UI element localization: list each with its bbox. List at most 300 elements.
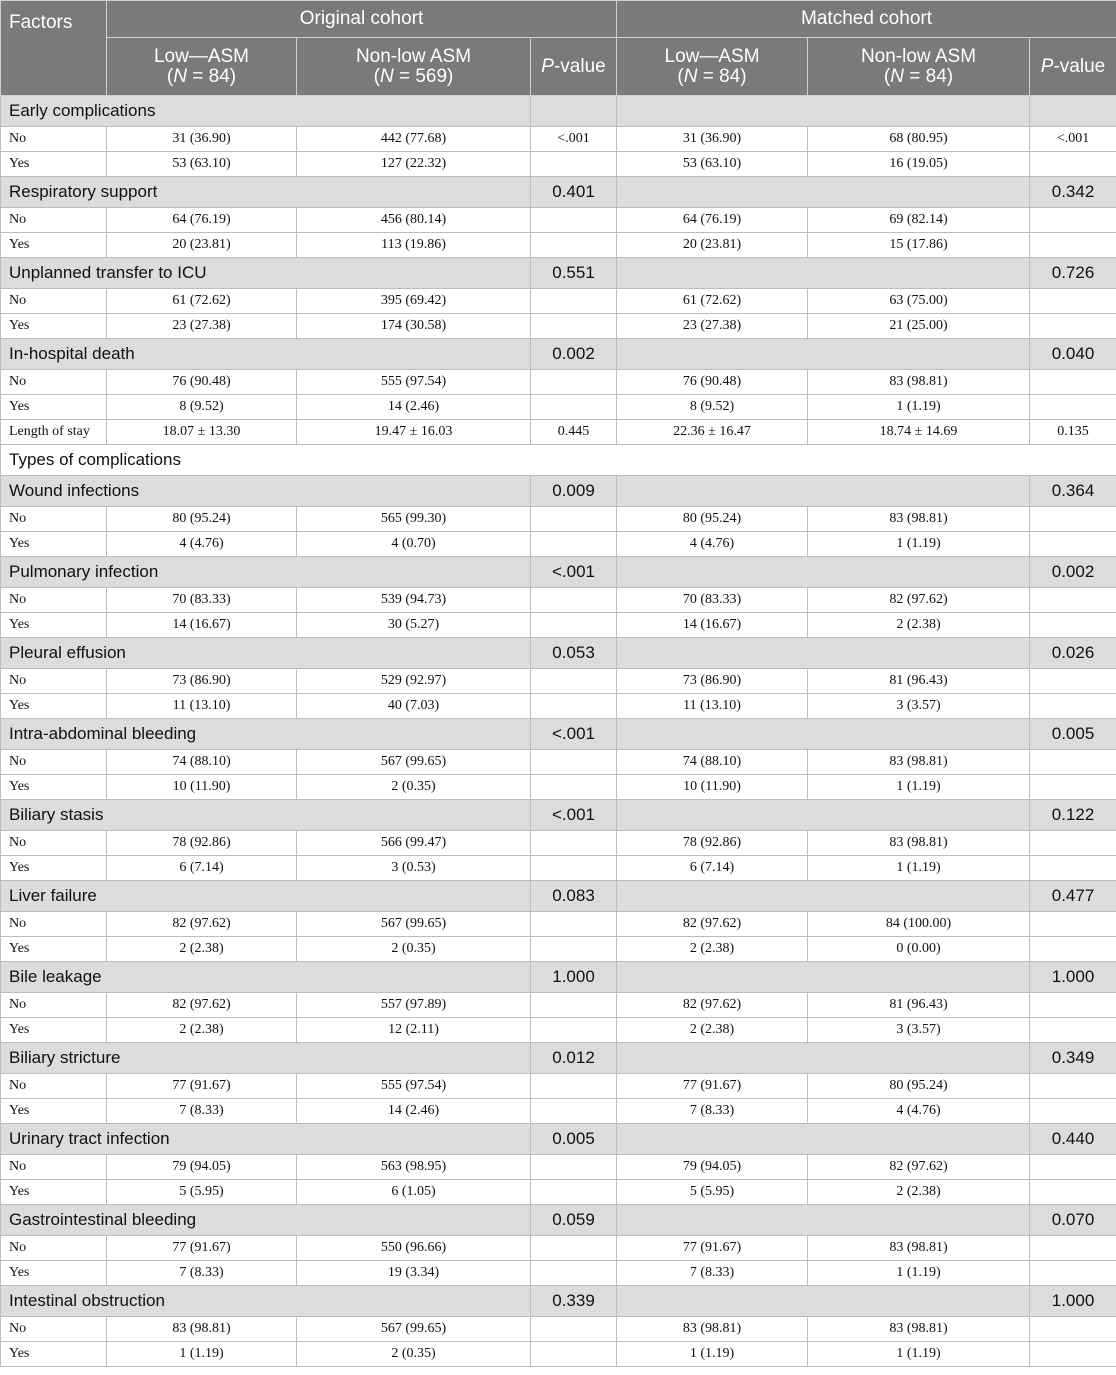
table-cell	[1030, 314, 1116, 339]
table-cell	[1030, 1155, 1116, 1180]
p-value-matched: 0.005	[1030, 719, 1116, 750]
table-cell	[1030, 775, 1116, 800]
table-row	[1, 613, 1116, 638]
table-row	[1, 1317, 1116, 1342]
p-value-original: 1.000	[531, 962, 617, 993]
section-row	[1, 719, 1116, 750]
table-cell	[531, 1018, 617, 1043]
row-label: No	[1, 1317, 107, 1342]
p-value-matched: 0.349	[1030, 1043, 1116, 1074]
row-label: No	[1, 370, 107, 395]
p-value-original: 0.339	[531, 1286, 617, 1317]
section-row	[1, 1286, 1116, 1317]
table-cell: 2 (2.38)	[107, 1018, 297, 1043]
section-row	[1, 258, 1116, 289]
section-row	[1, 177, 1116, 208]
table-cell: 2 (2.38)	[107, 937, 297, 962]
table-cell: 567 (99.65)	[297, 1317, 531, 1342]
p-value-original: 0.009	[531, 476, 617, 507]
table-cell: 31 (36.90)	[617, 127, 808, 152]
table-cell	[1030, 507, 1116, 532]
column-header	[808, 38, 1030, 96]
table-cell: 8 (9.52)	[617, 395, 808, 420]
table-row	[1, 750, 1116, 775]
table-cell: 76 (90.48)	[107, 370, 297, 395]
column-name: Non-low ASM	[355, 45, 472, 67]
table-cell	[531, 395, 617, 420]
section-spacer	[617, 177, 1030, 208]
table-cell: 4 (4.76)	[617, 532, 808, 557]
section-spacer	[617, 719, 1030, 750]
table-row	[1, 152, 1116, 177]
table-cell: 565 (99.30)	[297, 507, 531, 532]
section-row	[1, 962, 1116, 993]
table-cell: 83 (98.81)	[808, 1317, 1030, 1342]
table-cell: 2 (2.38)	[808, 613, 1030, 638]
section-spacer	[617, 557, 1030, 588]
table-header	[1, 1, 1116, 96]
section-label: Liver failure	[1, 881, 531, 912]
section-spacer	[617, 881, 1030, 912]
table-row	[1, 588, 1116, 613]
row-label: Yes	[1, 1261, 107, 1286]
table-cell: 1 (1.19)	[808, 1342, 1030, 1367]
table-cell: 83 (98.81)	[808, 750, 1030, 775]
table-cell: 53 (63.10)	[617, 152, 808, 177]
section-label: Biliary stasis	[1, 800, 531, 831]
section-spacer	[617, 1043, 1030, 1074]
table-cell: 4 (4.76)	[107, 532, 297, 557]
p-value-matched: 0.122	[1030, 800, 1116, 831]
column-n: (N = 84)	[166, 65, 237, 87]
table-cell	[1030, 1236, 1116, 1261]
table-cell	[1030, 370, 1116, 395]
table-cell	[531, 1099, 617, 1124]
row-label: Yes	[1, 314, 107, 339]
table-cell: 74 (88.10)	[107, 750, 297, 775]
section-spacer	[617, 1205, 1030, 1236]
table-cell: 73 (86.90)	[617, 669, 808, 694]
table-row	[1, 669, 1116, 694]
section-label: Intestinal obstruction	[1, 1286, 531, 1317]
table-row	[1, 831, 1116, 856]
table-cell: 64 (76.19)	[617, 208, 808, 233]
table-cell: 78 (92.86)	[617, 831, 808, 856]
table-cell: 557 (97.89)	[297, 993, 531, 1018]
section-label: Wound infections	[1, 476, 531, 507]
table-cell: 61 (72.62)	[107, 289, 297, 314]
table-cell	[1030, 395, 1116, 420]
table-cell	[531, 588, 617, 613]
column-name: P-value	[1040, 55, 1106, 77]
row-label: No	[1, 993, 107, 1018]
table-row	[1, 395, 1116, 420]
row-label: Yes	[1, 532, 107, 557]
table-cell: 6 (1.05)	[297, 1180, 531, 1205]
table-row	[1, 1342, 1116, 1367]
table-cell: 61 (72.62)	[617, 289, 808, 314]
table-cell	[1030, 694, 1116, 719]
table-cell: 563 (98.95)	[297, 1155, 531, 1180]
p-value-original: 0.002	[531, 339, 617, 370]
row-label: No	[1, 127, 107, 152]
table-cell: 82 (97.62)	[617, 912, 808, 937]
table-cell: 4 (4.76)	[808, 1099, 1030, 1124]
section-row	[1, 638, 1116, 669]
section-row	[1, 476, 1116, 507]
matched-cohort-header: Matched cohort	[617, 1, 1116, 38]
table-cell: 82 (97.62)	[808, 1155, 1030, 1180]
table-cell: 14 (16.67)	[107, 613, 297, 638]
table-cell: 82 (97.62)	[808, 588, 1030, 613]
table-cell: 2 (2.38)	[617, 937, 808, 962]
table-cell: 78 (92.86)	[107, 831, 297, 856]
table-cell: 64 (76.19)	[107, 208, 297, 233]
p-value-matched: 0.342	[1030, 177, 1116, 208]
column-header	[297, 38, 531, 96]
p-value-original: 0.059	[531, 1205, 617, 1236]
table-cell: 529 (92.97)	[297, 669, 531, 694]
section-spacer	[617, 1124, 1030, 1155]
table-cell: 5 (5.95)	[617, 1180, 808, 1205]
row-label: No	[1, 750, 107, 775]
table-row	[1, 1180, 1116, 1205]
subheader-label: Types of complications	[1, 445, 1116, 476]
section-row	[1, 1205, 1116, 1236]
table-cell: 2 (0.35)	[297, 1342, 531, 1367]
row-label: Yes	[1, 937, 107, 962]
table-body	[1, 96, 1116, 1367]
table-cell: 82 (97.62)	[107, 912, 297, 937]
table-cell: 7 (8.33)	[617, 1261, 808, 1286]
p-value-original: <.001	[531, 557, 617, 588]
table-row	[1, 1074, 1116, 1099]
table-cell	[531, 532, 617, 557]
table-cell: 11 (13.10)	[617, 694, 808, 719]
section-label: Pulmonary infection	[1, 557, 531, 588]
row-label: Yes	[1, 694, 107, 719]
p-value-original	[531, 96, 617, 127]
table-cell: 69 (82.14)	[808, 208, 1030, 233]
table-row	[1, 233, 1116, 258]
p-value-original: 0.401	[531, 177, 617, 208]
table-cell: 3 (3.57)	[808, 1018, 1030, 1043]
table-cell: 81 (96.43)	[808, 993, 1030, 1018]
table-cell	[1030, 1099, 1116, 1124]
table-cell: 84 (100.00)	[808, 912, 1030, 937]
section-spacer	[617, 1286, 1030, 1317]
table-cell: 395 (69.42)	[297, 289, 531, 314]
table-cell	[531, 289, 617, 314]
row-label: No	[1, 831, 107, 856]
table-cell: 19 (3.34)	[297, 1261, 531, 1286]
table-cell: 2 (0.35)	[297, 937, 531, 962]
section-spacer	[617, 339, 1030, 370]
section-spacer	[617, 96, 1030, 127]
table-cell: 70 (83.33)	[107, 588, 297, 613]
original-cohort-header: Original cohort	[107, 1, 617, 38]
table-cell: 1 (1.19)	[808, 532, 1030, 557]
table-row	[1, 127, 1116, 152]
table-cell: 1 (1.19)	[617, 1342, 808, 1367]
table-cell: 7 (8.33)	[107, 1099, 297, 1124]
table-cell	[531, 314, 617, 339]
table-cell	[1030, 208, 1116, 233]
table-cell	[531, 507, 617, 532]
table-cell: 83 (98.81)	[808, 507, 1030, 532]
table-cell	[531, 152, 617, 177]
table-cell	[1030, 1317, 1116, 1342]
table-cell	[1030, 1342, 1116, 1367]
table-row	[1, 1261, 1116, 1286]
table-cell	[531, 831, 617, 856]
p-value-matched: 1.000	[1030, 1286, 1116, 1317]
table-cell: 80 (95.24)	[808, 1074, 1030, 1099]
section-row	[1, 800, 1116, 831]
table-cell	[1030, 750, 1116, 775]
p-value-matched: 0.364	[1030, 476, 1116, 507]
table-cell: 31 (36.90)	[107, 127, 297, 152]
row-label: Yes	[1, 233, 107, 258]
table-cell: 83 (98.81)	[617, 1317, 808, 1342]
section-row	[1, 557, 1116, 588]
section-row	[1, 96, 1116, 127]
section-label: Gastrointestinal bleeding	[1, 1205, 531, 1236]
table-cell	[531, 1261, 617, 1286]
table-cell: 40 (7.03)	[297, 694, 531, 719]
table-row	[1, 507, 1116, 532]
table-cell: 77 (91.67)	[617, 1236, 808, 1261]
table-cell: 10 (11.90)	[107, 775, 297, 800]
row-label: No	[1, 588, 107, 613]
row-label: Yes	[1, 1342, 107, 1367]
table-cell: 79 (94.05)	[617, 1155, 808, 1180]
row-label: Yes	[1, 1180, 107, 1205]
column-n: (N = 84)	[883, 65, 954, 87]
table-cell	[531, 937, 617, 962]
table-cell	[531, 1155, 617, 1180]
table-cell: 81 (96.43)	[808, 669, 1030, 694]
table-cell	[1030, 1180, 1116, 1205]
table-cell: 18.07 ± 13.30	[107, 420, 297, 445]
p-value-original: <.001	[531, 800, 617, 831]
table-cell: 20 (23.81)	[617, 233, 808, 258]
table-cell: 12 (2.11)	[297, 1018, 531, 1043]
table-cell	[1030, 233, 1116, 258]
section-spacer	[617, 800, 1030, 831]
table-cell	[531, 912, 617, 937]
column-header	[1030, 38, 1116, 96]
table-cell: <.001	[1030, 127, 1116, 152]
section-spacer	[617, 258, 1030, 289]
table-cell: 113 (19.86)	[297, 233, 531, 258]
p-value-original: 0.083	[531, 881, 617, 912]
table-cell: 555 (97.54)	[297, 1074, 531, 1099]
table-row	[1, 775, 1116, 800]
row-label: No	[1, 1074, 107, 1099]
table-cell: 77 (91.67)	[107, 1074, 297, 1099]
table-row	[1, 1099, 1116, 1124]
table-row	[1, 1155, 1116, 1180]
table-cell: 76 (90.48)	[617, 370, 808, 395]
p-value-matched: 0.726	[1030, 258, 1116, 289]
table-cell: 0.445	[531, 420, 617, 445]
table-cell: 18.74 ± 14.69	[808, 420, 1030, 445]
table-cell: 83 (98.81)	[808, 1236, 1030, 1261]
p-value-original: 0.012	[531, 1043, 617, 1074]
table-cell	[531, 208, 617, 233]
table-cell: 14 (16.67)	[617, 613, 808, 638]
table-cell: 539 (94.73)	[297, 588, 531, 613]
table-cell	[531, 1180, 617, 1205]
table-row	[1, 856, 1116, 881]
p-value-matched: 0.040	[1030, 339, 1116, 370]
table-cell: 6 (7.14)	[617, 856, 808, 881]
table-cell	[1030, 1074, 1116, 1099]
table-cell	[531, 1236, 617, 1261]
row-label: No	[1, 507, 107, 532]
table-cell	[531, 233, 617, 258]
column-n: (N = 569)	[373, 65, 454, 87]
table-cell: 77 (91.67)	[617, 1074, 808, 1099]
column-name: Non-low ASM	[860, 45, 977, 67]
table-cell: 550 (96.66)	[297, 1236, 531, 1261]
table-row	[1, 1018, 1116, 1043]
column-header	[617, 38, 808, 96]
table-cell: 566 (99.47)	[297, 831, 531, 856]
section-label: Bile leakage	[1, 962, 531, 993]
table-cell	[531, 613, 617, 638]
table-cell: 70 (83.33)	[617, 588, 808, 613]
row-label: Yes	[1, 395, 107, 420]
table-cell: 73 (86.90)	[107, 669, 297, 694]
section-row	[1, 339, 1116, 370]
table-cell	[1030, 289, 1116, 314]
table-cell: 15 (17.86)	[808, 233, 1030, 258]
factors-header: Factors	[1, 1, 107, 96]
section-label: Pleural effusion	[1, 638, 531, 669]
row-label: Yes	[1, 856, 107, 881]
row-label: No	[1, 208, 107, 233]
table-cell: 7 (8.33)	[617, 1099, 808, 1124]
row-label: No	[1, 1236, 107, 1261]
table-row	[1, 694, 1116, 719]
table-cell: 82 (97.62)	[617, 993, 808, 1018]
table-cell: 63 (75.00)	[808, 289, 1030, 314]
table-row	[1, 993, 1116, 1018]
row-label: Yes	[1, 775, 107, 800]
row-label: No	[1, 912, 107, 937]
table-cell	[1030, 937, 1116, 962]
table-cell: 2 (0.35)	[297, 775, 531, 800]
table-cell	[1030, 669, 1116, 694]
row-label: Yes	[1, 152, 107, 177]
section-label: Unplanned transfer to ICU	[1, 258, 531, 289]
row-label: Length of stay	[1, 420, 107, 445]
table-cell	[1030, 912, 1116, 937]
table-cell	[531, 370, 617, 395]
table-cell: 442 (77.68)	[297, 127, 531, 152]
row-label: No	[1, 289, 107, 314]
section-row	[1, 881, 1116, 912]
table-cell: 23 (27.38)	[617, 314, 808, 339]
table-cell: 10 (11.90)	[617, 775, 808, 800]
p-value-matched: 0.440	[1030, 1124, 1116, 1155]
p-value-matched: 0.026	[1030, 638, 1116, 669]
table-row	[1, 912, 1116, 937]
table-cell: 80 (95.24)	[617, 507, 808, 532]
p-value-original: <.001	[531, 719, 617, 750]
table-cell: 74 (88.10)	[617, 750, 808, 775]
table-cell: 7 (8.33)	[107, 1261, 297, 1286]
section-label: Biliary stricture	[1, 1043, 531, 1074]
column-header	[107, 38, 297, 96]
column-name: P-value	[541, 55, 606, 77]
table-cell: 555 (97.54)	[297, 370, 531, 395]
table-cell: 80 (95.24)	[107, 507, 297, 532]
table-cell	[1030, 532, 1116, 557]
section-spacer	[617, 638, 1030, 669]
column-header	[531, 38, 617, 96]
table-row	[1, 314, 1116, 339]
table-cell: <.001	[531, 127, 617, 152]
p-value-matched: 0.070	[1030, 1205, 1116, 1236]
row-label: No	[1, 669, 107, 694]
table-cell	[531, 1342, 617, 1367]
table-cell: 14 (2.46)	[297, 395, 531, 420]
table-cell: 567 (99.65)	[297, 912, 531, 937]
section-label: Urinary tract infection	[1, 1124, 531, 1155]
table-cell	[1030, 1261, 1116, 1286]
section-spacer	[617, 962, 1030, 993]
table-cell: 1 (1.19)	[808, 1261, 1030, 1286]
p-value-matched: 0.477	[1030, 881, 1116, 912]
row-label: Yes	[1, 1099, 107, 1124]
table-cell	[531, 775, 617, 800]
table-cell	[1030, 613, 1116, 638]
p-value-original: 0.551	[531, 258, 617, 289]
p-value-matched: 1.000	[1030, 962, 1116, 993]
table-cell: 23 (27.38)	[107, 314, 297, 339]
section-spacer	[617, 476, 1030, 507]
table-cell: 174 (30.58)	[297, 314, 531, 339]
table-cell: 3 (3.57)	[808, 694, 1030, 719]
table-cell: 0 (0.00)	[808, 937, 1030, 962]
column-name: Low—ASM	[664, 45, 760, 67]
table-cell	[1030, 152, 1116, 177]
table-cell: 3 (0.53)	[297, 856, 531, 881]
section-row	[1, 1124, 1116, 1155]
table-cell: 456 (80.14)	[297, 208, 531, 233]
table-cell: 1 (1.19)	[808, 775, 1030, 800]
table-cell: 1 (1.19)	[808, 395, 1030, 420]
table-cell: 83 (98.81)	[808, 370, 1030, 395]
subheader-row	[1, 445, 1116, 476]
table-cell: 4 (0.70)	[297, 532, 531, 557]
p-value-matched	[1030, 96, 1116, 127]
table-row	[1, 1236, 1116, 1261]
section-row	[1, 1043, 1116, 1074]
table-cell: 53 (63.10)	[107, 152, 297, 177]
table-cell: 16 (19.05)	[808, 152, 1030, 177]
table-cell	[531, 750, 617, 775]
table-cell: 5 (5.95)	[107, 1180, 297, 1205]
row-label: Yes	[1, 1018, 107, 1043]
table-cell: 2 (2.38)	[617, 1018, 808, 1043]
p-value-original: 0.005	[531, 1124, 617, 1155]
row-label: Yes	[1, 613, 107, 638]
table-cell: 11 (13.10)	[107, 694, 297, 719]
